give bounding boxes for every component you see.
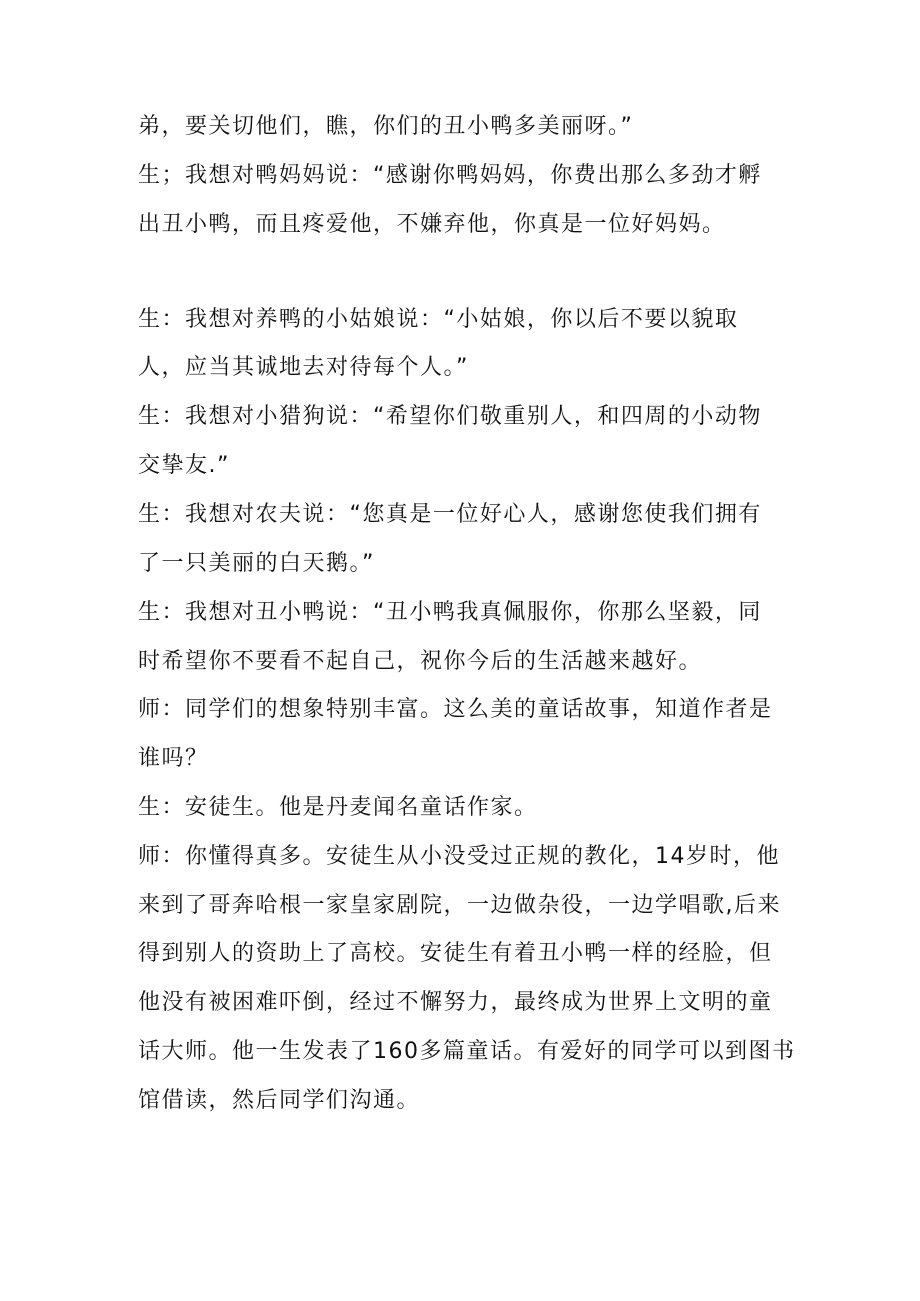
text-line-17: 得到别人的资助上了高校。安徒生有着丑小鸭一样的经脸，但 <box>138 941 773 966</box>
text-line-4: 生：我想对养鸭的小姑娘说：“小姑娘，你以后不要以貌取 <box>138 307 739 332</box>
text-line-14: 生：安徒生。他是丹麦闻名童话作家。 <box>138 795 538 820</box>
text-line-8: 生：我想对农夫说：“您真是一位好心人，感谢您使我们拥有 <box>138 502 762 527</box>
text-line-2: 生；我想对鸭妈妈说：“感谢你鸭妈妈，你费出那么多劲才孵 <box>138 163 762 188</box>
text-line-10: 生：我想对丑小鸭说：“丑小鸭我真佩服你，你那么坚毅，同 <box>138 600 762 625</box>
text-line-7: 交挚友.” <box>138 453 230 478</box>
text-line-15: 师：你懂得真多。安徒生从小没受过正规的教化，14岁时，他 <box>138 844 780 869</box>
text-line-3: 出丑小鸭，而且疼爱他，不嫌弃他，你真是一位好妈妈。 <box>138 212 726 237</box>
text-line-13: 谁吗？ <box>138 746 209 771</box>
text-line-19: 话大师。他一生发表了160多篇童话。有爱好的同学可以到图书 <box>138 1039 796 1064</box>
text-line-6: 生：我想对小猎狗说：“希望你们敬重别人，和四周的小动物 <box>138 404 762 429</box>
text-line-1: 弟，要关切他们，瞧，你们的丑小鸭多美丽呀。” <box>138 114 634 139</box>
text-line-12: 师：同学们的想象特别丰富。这么美的童话故事，知道作者是 <box>138 697 773 722</box>
text-line-16: 来到了哥奔哈根一家皇家剧院，一边做杂役，一边学唱歌,后来 <box>138 893 781 918</box>
text-line-20: 馆借读，然后同学们沟通。 <box>138 1088 421 1113</box>
text-line-9: 了一只美丽的白天鹅。” <box>138 551 375 576</box>
text-line-5: 人，应当其诚地去对待每个人。” <box>138 355 469 380</box>
text-line-11: 时希望你不要看不起自己，祝你今后的生活越来越好。 <box>138 649 703 674</box>
text-line-18: 他没有被困难吓倒，经过不懈努力，最终成为世界上文明的童 <box>138 990 773 1015</box>
